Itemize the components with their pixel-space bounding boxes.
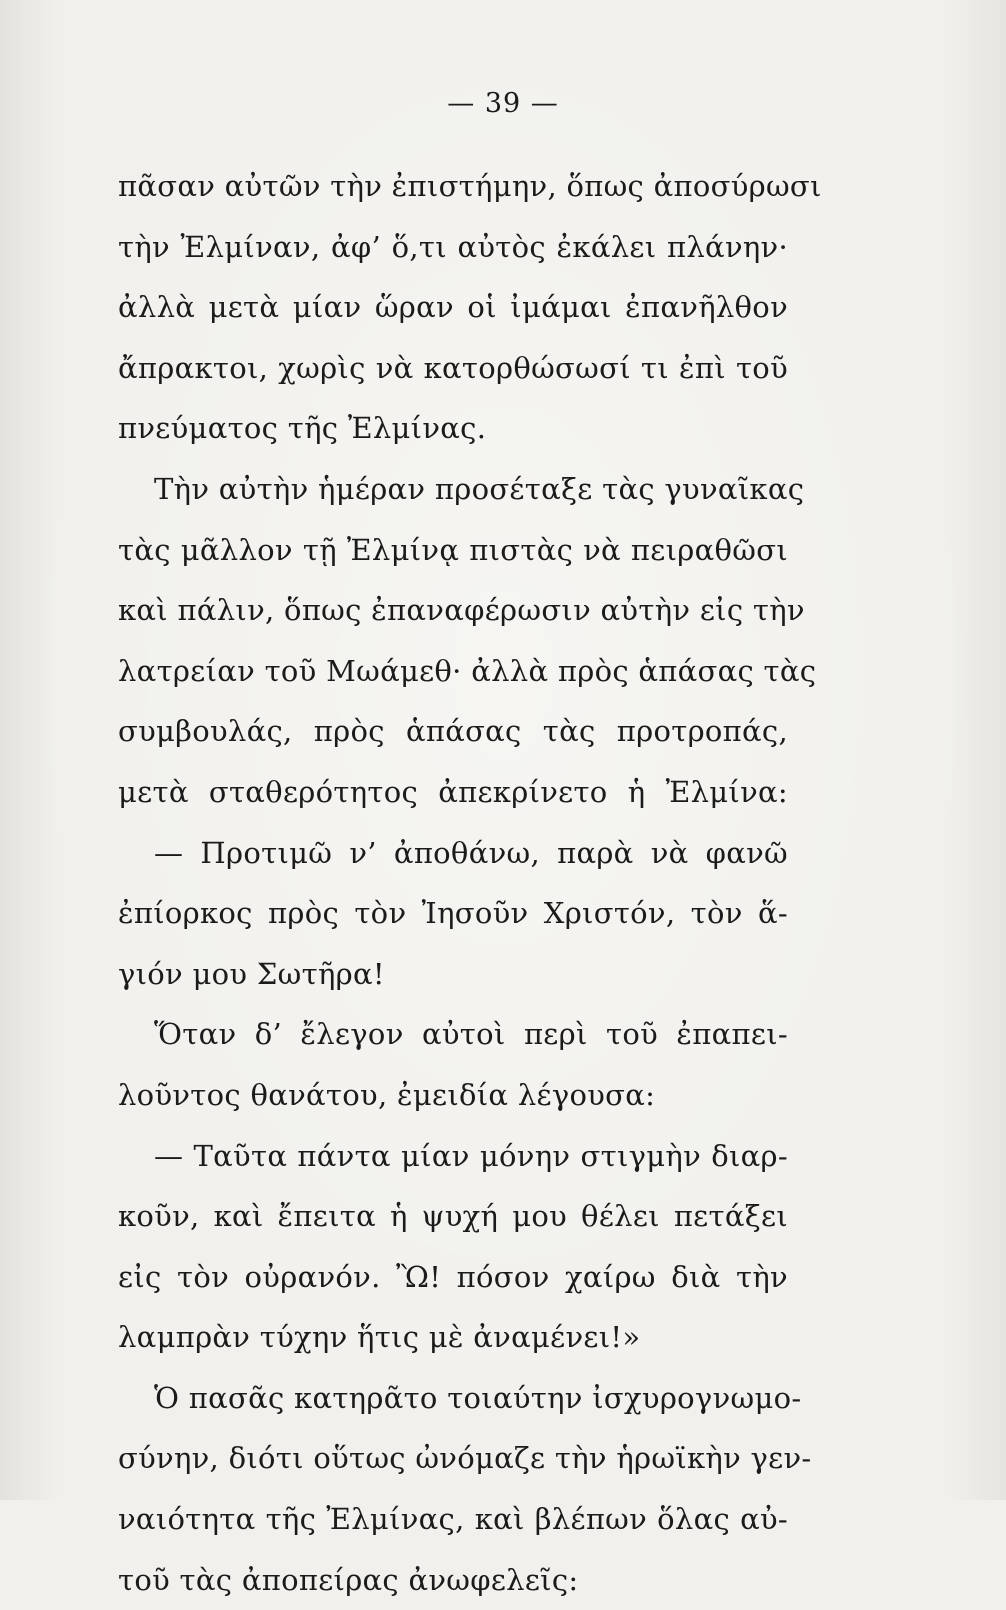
text-line: πνεύματος τῆς Ἐλμίνας. — [118, 411, 487, 446]
text-line: ναιότητα τῆς Ἐλμίνας, καὶ βλέπων ὅλας αὐ- — [118, 1502, 788, 1537]
text-line: τὰς μᾶλλον τῇ Ἐλμίνᾳ πιστὰς νὰ πειραθῶσι — [118, 532, 788, 567]
text-line: τοῦ τὰς ἀποπείρας ἀνωφελεῖς: — [118, 1562, 579, 1597]
text-line: κοῦν, καὶ ἔπειτα ἡ ψυχή μου θέλει πετάξει — [118, 1199, 788, 1234]
text-line: καὶ πάλιν, ὅπως ἐπαναφέρωσιν αὐτὴν εἰς τὴν — [118, 593, 805, 628]
text-line: γιόν μου Σωτῆρα! — [118, 956, 385, 991]
body-text — [118, 156, 822, 1610]
page-number: — 39 — — [447, 88, 559, 119]
text-line: Ὅταν δ’ ἔλεγον αὐτοὶ περὶ τοῦ ἐπαπει- — [154, 1017, 788, 1052]
text-line: εἰς τὸν οὐρανόν. Ὢ! πόσον χαίρω διὰ τὴν — [118, 1259, 788, 1294]
text-line: ἐπίορκος πρὸς τὸν Ἰησοῦν Χριστόν, τὸν ἅ- — [118, 896, 788, 931]
text-line: λοῦντος θανάτου, ἐμειδία λέγουσα: — [118, 1077, 656, 1112]
text-line: Ὁ πασᾶς κατηρᾶτο τοιαύτην ἰσχυρογνωμο- — [154, 1380, 802, 1415]
text-line: τὴν Ἐλμίναν, ἀφ’ ὅ,τι αὐτὸς ἐκάλει πλάνην· — [118, 229, 788, 264]
text-line: λατρείαν τοῦ Μωάμεθ· ἀλλὰ πρὸς ἁπάσας τὰς — [118, 653, 817, 688]
text-line: σύνην, διότι οὕτως ὠνόμαζε τὴν ἡρωϊκὴν γεν- — [118, 1441, 812, 1476]
text-line: πᾶσαν αὐτῶν τὴν ἐπιστήμην, ὅπως ἀποσύρωσι — [118, 169, 822, 203]
text-line: ἄπρακτοι, χωρὶς νὰ κατορθώσωσί τι ἐπὶ τοῦ — [118, 350, 788, 385]
text-line: συμβουλάς, πρὸς ἁπάσας τὰς προτροπάς, — [118, 714, 788, 749]
text-line: λαμπρὰν τύχην ἥτις μὲ ἀναμένει!» — [118, 1320, 641, 1355]
text-line: Τὴν αὐτὴν ἡμέραν προσέταξε τὰς γυναῖκας — [154, 471, 805, 506]
text-line: — Προτιμῶ ν’ ἀποθάνω, παρὰ νὰ φανῶ — [154, 835, 788, 870]
text-line: ἀλλὰ μετὰ μίαν ὥραν οἱ ἰμάμαι ἐπανῆλθον — [118, 290, 788, 325]
text-line: — Ταῦτα πάντα μίαν μόνην στιγμὴν διαρ- — [154, 1138, 788, 1173]
text-line: μετὰ σταθερότητος ἀπεκρίνετο ἡ Ἐλμίνα: — [118, 774, 788, 809]
